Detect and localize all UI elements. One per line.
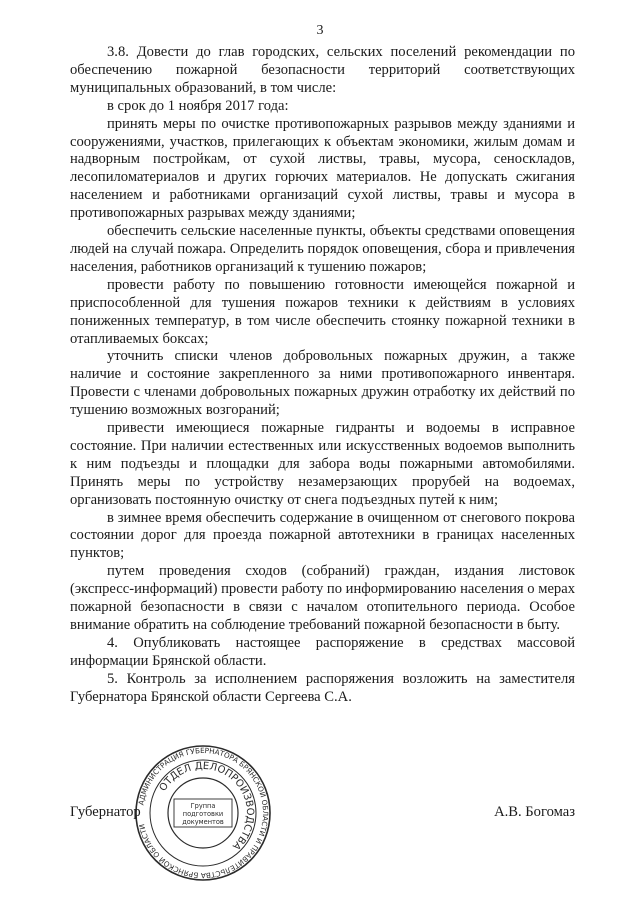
- paragraph-informing: путем проведения сходов (собраний) граждан, издания листовок (экспресс-информаций) провести работу по информированию населения о мерах пожарной безопасности в связи с началом отопительного периода. Особое внимание обратить на соблюдение требований пожарной безопасности в быту.: [70, 563, 575, 633]
- paragraph-equipment-readiness: провести работу по повышению готовности имеющейся пожарной и приспособленной для тушения пожаров техники к действиям в условиях пониженных температур, в том числе обеспечить стоянку пожарной техники в отапливаемых боксах;: [70, 276, 575, 347]
- paragraph-publish: 4. Опубликовать настоящее распоряжение в средствах массовой информации Брянской области.: [70, 634, 575, 669]
- page-number: 3: [316, 23, 324, 38]
- paragraph-control: 5. Контроль за исполнением распоряжения возложить на заместителя Губернатора Брянской области Сергеева С.А.: [70, 670, 575, 705]
- paragraph-3-8: 3.8. Довести до глав городских, сельских поселений рекомендации по обеспечению пожарной безопасности территорий соответствующих муниципальных образований, в том числе:: [70, 44, 575, 96]
- paragraph-hydrants: привести имеющиеся пожарные гидранты и водоемы в исправное состояние. При наличии естественных или искусственных водоемов выполнить к ним подъезды и площадки для забора воды пожарными автомобилями. Принять меры по устройству незамерзающих прорубей на водоемах, организовать постоянную очистку от снега подъездных путей к ним;: [70, 420, 575, 508]
- stamp-center-line-3: документов: [182, 818, 224, 826]
- paragraph-clearing: принять меры по очистке противопожарных разрывов между зданиями и сооружениями, участков, прилегающих к объектам экономики, жилым домам и надворным постройкам, от сухой листвы, травы, мусора, сеноскладов, лесопиломатериалов и других горючих материалов. Не допускать сжигания населением и работниками организаций сухой листвы, травы и мусора в противопожарных разрывах между зданиями;: [70, 115, 575, 222]
- stamp-outer-text: АДМИНИСТРАЦИЯ ГУБЕРНАТОРА БРЯНСКОЙ ОБЛАСТИ И ПРАВИТЕЛЬСТВА БРЯНСКОЙ ОБЛАСТИ: [136, 745, 271, 881]
- paragraph-warning-systems: обеспечить сельские населенные пункты, объекты средствами оповещения людей на случай пожара. Определить порядок оповещения, сбора и привлечения населения, работников организаций к тушению пожаров;: [70, 223, 575, 275]
- signer-name: А.В. Богомаз: [494, 804, 575, 820]
- paragraph-volunteer-lists: уточнить списки членов добровольных пожарных дружин, а также наличие и состояние закрепленного за ними противопожарного инвентаря. Провести с членами добровольных пожарных дружин отработку их действий по тушению возможных возгораний;: [70, 348, 575, 419]
- office-stamp: [134, 744, 272, 882]
- document-body: [70, 44, 575, 707]
- signer-position: Губернатор: [70, 804, 141, 820]
- stamp-center-line-2: подготовки: [182, 810, 224, 818]
- paragraph-deadline: в срок до 1 ноября 2017 года:: [107, 97, 289, 114]
- stamp-center-line-1: Группа: [190, 802, 216, 810]
- paragraph-winter-roads: в зимнее время обеспечить содержание в очищенном от снегового покрова состоянии дорог для проезда пожарной автотехники в границах населенных пунктов;: [70, 509, 575, 562]
- stamp-ring-text: ОТДЕЛ ДЕЛОПРОИЗВОДСТВА: [157, 760, 256, 852]
